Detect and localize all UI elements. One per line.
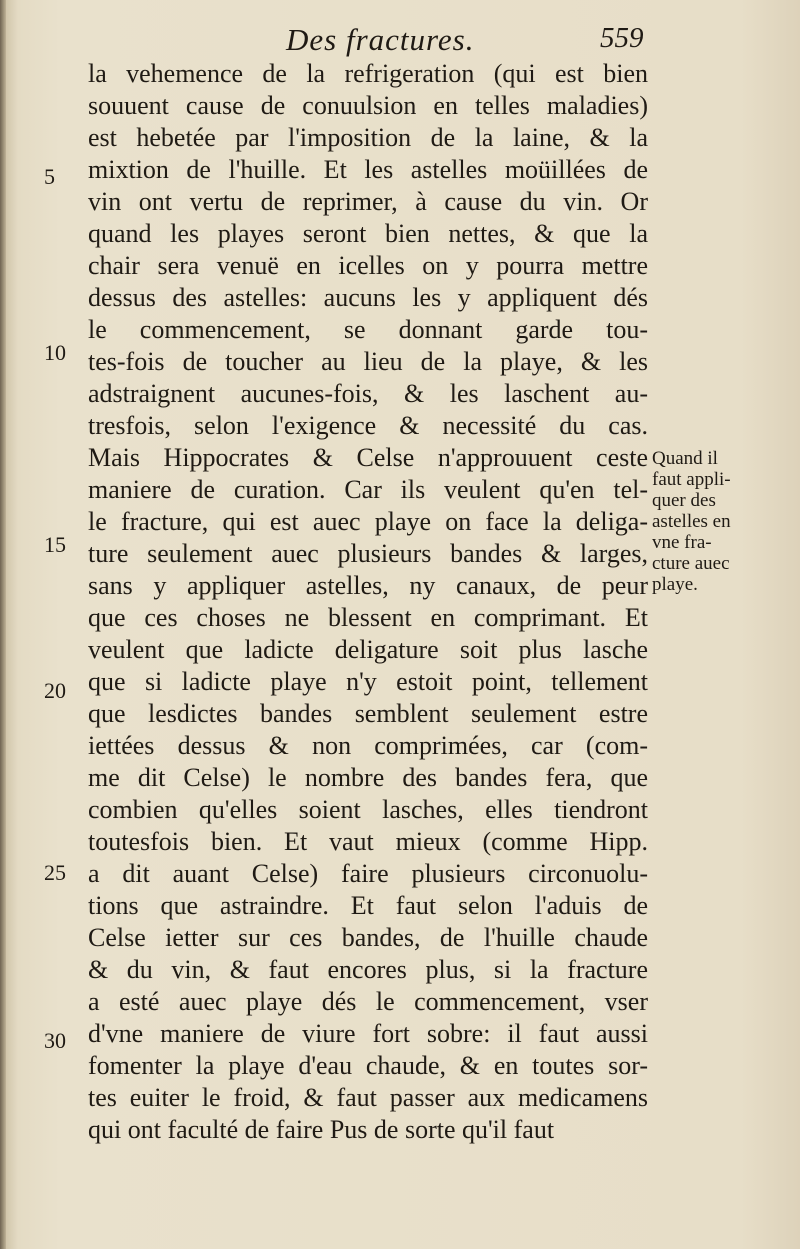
text-line: vin ont vertu de reprimer, à cause du vin. Or xyxy=(88,187,648,216)
text-line: est hebetée par l'imposition de la laine, & la xyxy=(88,123,648,152)
text-line: tes euiter le froid, & faut passer aux medicamens xyxy=(88,1083,648,1112)
margin-note-line: astelles en xyxy=(652,511,731,532)
text-line: & du vin, & faut encores plus, si la fracture xyxy=(88,955,648,984)
text-line: le fracture, qui est auec playe on face la deliga- xyxy=(88,507,648,536)
text-line: ture seulement auec plusieurs bandes & larges, xyxy=(88,539,648,568)
margin-note-line: faut appli- xyxy=(652,469,731,490)
text-line: chair sera venuë en icelles on y pourra mettre xyxy=(88,251,648,280)
text-line: tes-fois de toucher au lieu de la playe, & les xyxy=(88,347,648,376)
text-line: adstraignent aucunes-fois, & les laschent au- xyxy=(88,379,648,408)
text-line: tresfois, selon l'exigence & necessité du cas. xyxy=(88,411,648,440)
text-line: que si ladicte playe n'y estoit point, tellement xyxy=(88,667,648,696)
line-number: 15 xyxy=(44,532,66,557)
text-line: tions que astraindre. Et faut selon l'aduis de xyxy=(88,891,648,920)
text-line: maniere de curation. Car ils veulent qu'en tel- xyxy=(88,475,648,504)
text-line: iettées dessus & non comprimées, car (com- xyxy=(88,731,648,760)
text-line: d'vne maniere de viure fort sobre: il faut aussi xyxy=(88,1019,648,1048)
text-line: mixtion de l'huille. Et les astelles moüillées de xyxy=(88,155,648,184)
body-text xyxy=(88,58,648,1146)
text-line: me dit Celse) le nombre des bandes fera, que xyxy=(88,763,648,792)
margin-note-line: quer des xyxy=(652,490,716,511)
line-number: 10 xyxy=(44,340,66,365)
text-line: fomenter la playe d'eau chaude, & en toutes sor- xyxy=(88,1051,648,1080)
text-line: combien qu'elles soient lasches, elles tiendront xyxy=(88,795,648,824)
text-line: quand les playes seront bien nettes, & que la xyxy=(88,219,648,248)
text-line: la vehemence de la refrigeration (qui est bien xyxy=(88,59,648,88)
text-line: que ces choses ne blessent en comprimant. Et xyxy=(88,603,648,632)
margin-note-line: Quand il xyxy=(652,448,718,469)
text-line: souuent cause de conuulsion en telles maladies) xyxy=(88,91,648,120)
text-line: qui ont faculté de faire Pus de sorte qu'il faut xyxy=(88,1115,555,1144)
text-line: toutesfois bien. Et vaut mieux (comme Hipp. xyxy=(88,827,648,856)
line-number: 5 xyxy=(44,164,55,189)
margin-note xyxy=(652,448,792,595)
line-number: 20 xyxy=(44,678,66,703)
text-line: a dit auant Celse) faire plusieurs circonuolu- xyxy=(88,859,648,888)
line-number: 25 xyxy=(44,860,66,885)
running-title: Des fractures. xyxy=(286,22,475,57)
text-line: le commencement, se donnant garde tou- xyxy=(88,315,648,344)
text-line: dessus des astelles: aucuns les y appliquent dés xyxy=(88,283,648,312)
book-spine-shadow xyxy=(0,0,6,1249)
margin-note-line: playe. xyxy=(652,574,698,595)
text-line: sans y appliquer astelles, ny canaux, de peur xyxy=(88,571,648,600)
line-number: 30 xyxy=(44,1028,66,1053)
text-line: Mais Hippocrates & Celse n'approuuent ceste xyxy=(88,443,648,472)
text-line: que lesdictes bandes semblent seulement estre xyxy=(88,699,648,728)
page-number: 559 xyxy=(600,22,644,54)
text-line: veulent que ladicte deligature soit plus lasche xyxy=(88,635,648,664)
margin-note-line: cture auec xyxy=(652,553,730,574)
margin-note-line: vne fra- xyxy=(652,532,712,553)
text-line: Celse ietter sur ces bandes, de l'huille chaude xyxy=(88,923,648,952)
text-line: a esté auec playe dés le commencement, vser xyxy=(88,987,648,1016)
